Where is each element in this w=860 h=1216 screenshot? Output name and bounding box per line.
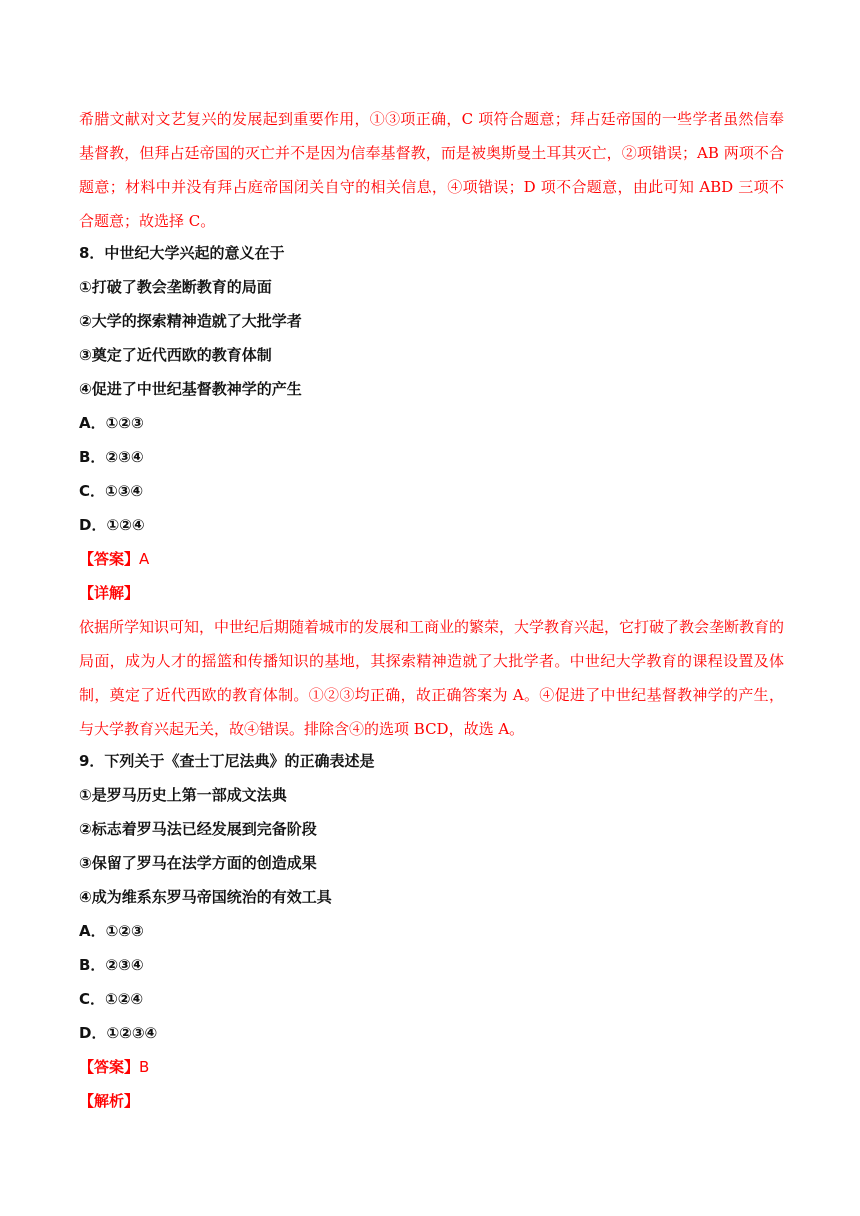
q9-option-d: D．①②③④ (79, 1024, 158, 1042)
q9-answer-tag: 【答案】 (79, 1058, 140, 1076)
q8-detail-tag: 【详解】 (79, 584, 140, 602)
q8-option-a: A．①②③ (79, 414, 144, 432)
q9-item-2: ②标志着罗马法已经发展到完备阶段 (79, 820, 317, 838)
q8-option-b: B．②③④ (79, 448, 144, 466)
q8-option-d: D．①②④ (79, 516, 145, 534)
q9-option-a: A．①②③ (79, 922, 144, 940)
q9-option-c: C．①②④ (79, 990, 144, 1008)
q9-answer-value: B (139, 1058, 150, 1076)
q9-option-b: B．②③④ (79, 956, 144, 974)
q8-stem: 8．中世纪大学兴起的意义在于 (79, 244, 285, 262)
q8-answer-tag: 【答案】 (79, 550, 140, 568)
q9-analysis-tag: 【解析】 (79, 1092, 140, 1110)
q9-item-4: ④成为维系东罗马帝国统治的有效工具 (79, 888, 332, 906)
q9-stem: 9．下列关于《查士丁尼法典》的正确表述是 (79, 752, 375, 770)
q8-item-4: ④促进了中世纪基督教神学的产生 (79, 380, 302, 398)
q8-answer-line (79, 549, 784, 569)
q8-option-c: C．①③④ (79, 482, 144, 500)
q8-item-1: ①打破了教会垄断教育的局面 (79, 278, 272, 296)
previous-question-explanation: 希腊文献对文艺复兴的发展起到重要作用，①③项正确，C 项符合题意；拜占廷帝国的一些学者虽然信奉基督教，但拜占廷帝国的灭亡并不是因为信奉基督教，而是被奥斯曼土耳其灭亡，②项错误；AB 两项不合题意；材料中并没有拜占庭帝国闭关自守的相关信息，④项错误；D 项不合题意，由此可知 ABD 三项不合题意；故选择 C。 (79, 110, 784, 230)
q8-detail-text: 依据所学知识可知，中世纪后期随着城市的发展和工商业的繁荣，大学教育兴起，它打破了教会垄断教育的局面，成为人才的摇篮和传播知识的基地，其探索精神造就了大批学者。中世纪大学教育的课程设置及体制，奠定了近代西欧的教育体制。①②③均正确，故正确答案为 A。④促进了中世纪基督教神学的产生，与大学教育兴起无关，故④错误。排除含④的选项 BCD，故选 A。 (79, 618, 785, 738)
q8-item-2: ②大学的探索精神造就了大批学者 (79, 312, 302, 330)
q8-answer-value: A (139, 550, 150, 568)
q9-item-1: ①是罗马历史上第一部成文法典 (79, 786, 287, 804)
q9-item-3: ③保留了罗马在法学方面的创造成果 (79, 854, 317, 872)
q8-item-3: ③奠定了近代西欧的教育体制 (79, 346, 272, 364)
q9-answer-line (79, 1057, 784, 1077)
